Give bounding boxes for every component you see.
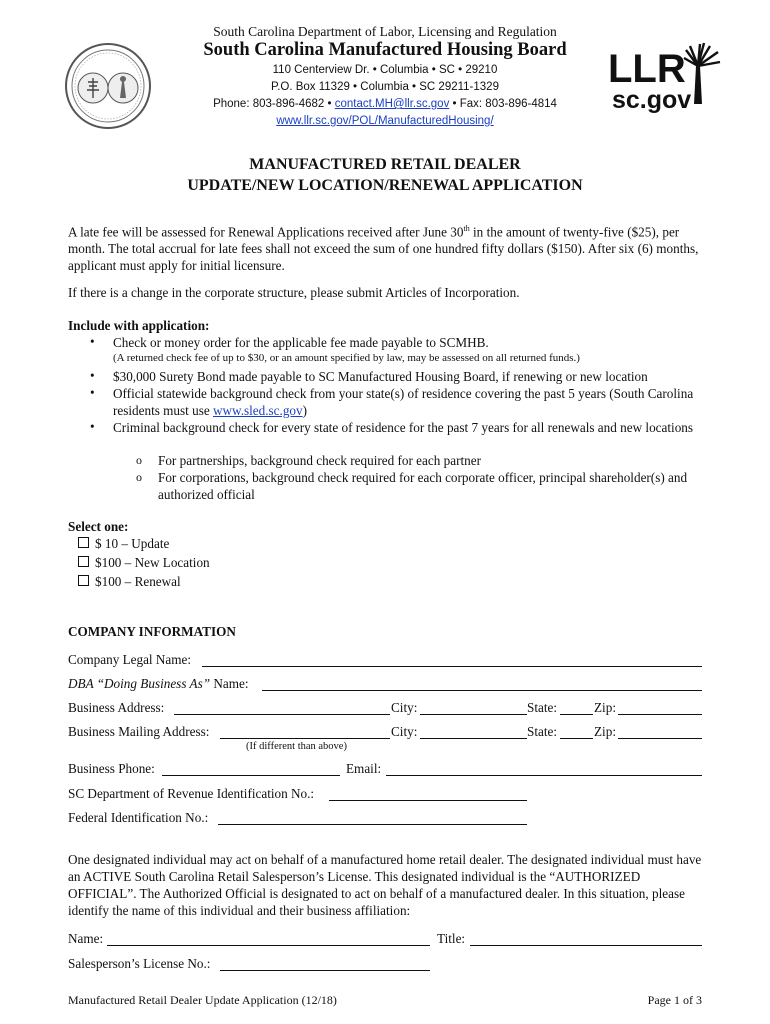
if-different-note: (If different than above) [246,741,347,752]
mailing-state-label: State: [527,724,558,739]
department-name: South Carolina Department of Labor, Licensing and Regulation [213,24,557,39]
include-item-background-check [113,385,713,419]
federal-id-field[interactable] [218,824,527,825]
po-box-address: P.O. Box 11329 • Columbia • SC 29211-1329 [271,81,499,93]
option-update-label: $ 10 – Update [95,536,170,551]
circle-bullet-1: o [136,453,142,467]
website-line [150,115,620,127]
include-item-surety-bond: $30,000 Surety Bond made payable to SC Manufactured Housing Board, if renewing or new location [113,369,648,384]
company-legal-name-label: Company Legal Name: [68,652,192,667]
corporations-check-note: For corporations, background check required for each corporate officer, principal shareholder(s) and authorized official [158,470,688,502]
business-zip-field[interactable] [618,714,702,715]
website-link[interactable]: www.llr.sc.gov/POL/ManufacturedHousing/ [276,115,494,127]
logo-scgov-text: sc.gov [612,86,692,114]
corporate-structure-note: If there is a change in the corporate structure, please submit Articles of Incorporation. [68,285,520,300]
bg-check-post: ) [302,403,308,418]
email-link[interactable]: contact.MH@llr.sc.gov [334,98,450,110]
mailing-city-field[interactable] [420,738,527,739]
circle-bullet-2: o [136,470,142,484]
business-address-field[interactable] [174,714,390,715]
footer-form-name: Manufactured Retail Dealer Update Application (12/18) [68,993,337,1007]
footer-page-number: Page 1 of 3 [647,993,702,1007]
email-label: Email: [346,761,382,776]
partnerships-check-note: For partnerships, background check required for each partner [158,453,481,468]
option-new-location-label: $100 – New Location [95,555,210,570]
mailing-zip-field[interactable] [618,738,702,739]
business-city-field[interactable] [420,714,527,715]
select-one-heading: Select one: [68,519,129,534]
option-update[interactable] [78,536,169,552]
street-address: 110 Centerview Dr. • Columbia • SC • 29210 [272,64,498,76]
name-field[interactable] [107,945,430,946]
sc-revenue-id-label: SC Department of Revenue Identification No.: [68,786,315,801]
include-heading: Include with application: [68,318,210,333]
business-city-label: City: [391,700,418,715]
late-fee-pre: A late fee will be assessed for Renewal Applications received after June 30 [68,224,464,240]
late-fee-paragraph [68,220,710,274]
late-fee-sup: th [463,224,470,233]
title-field[interactable] [470,945,702,946]
sled-link[interactable]: www.sled.sc.gov [213,403,303,418]
sc-state-seal [64,42,152,130]
salesperson-license-field[interactable] [220,970,430,971]
business-state-label: State: [527,700,558,715]
mailing-address-field[interactable] [220,738,390,739]
late-fee-post: in the amount of twenty-five ($25), per month. The total accrual for late fees shall not exceed the sum of one hundred fifty dollars ($150). After six (6) months, applicant must apply for initial licensure. [68,224,699,274]
mailing-zip-label: Zip: [594,724,616,739]
board-name: South Carolina Manufactured Housing Board [203,40,567,60]
dba-label-italic: DBA “Doing Business As” [68,676,211,691]
salesperson-license-label: Salesperson’s License No.: [68,956,211,971]
dba-name-field[interactable] [262,690,702,691]
include-item-fee: Check or money order for the applicable fee made payable to SCMHB. [113,335,489,350]
name-label: Name: [68,931,104,946]
federal-id-label: Federal Identification No.: [68,810,209,825]
logo-llr-text: LLR [608,47,686,91]
option-new-location[interactable] [78,555,210,571]
business-phone-label: Business Phone: [68,761,155,776]
checkbox-update[interactable] [78,537,89,548]
bg-check-pre: Official statewide background check from your state(s) of residence covering the past 5 years (South Carolina residents must use [113,386,694,418]
mailing-address-label: Business Mailing Address: [68,724,210,739]
company-info-heading: COMPANY INFORMATION [68,624,236,639]
form-title-line2: UPDATE/NEW LOCATION/RENEWAL APPLICATION [187,177,583,194]
checkbox-renewal[interactable] [78,575,89,586]
llr-scgov-logo [606,40,724,114]
business-address-label: Business Address: [68,700,165,715]
dba-label [68,676,248,692]
company-legal-name-field[interactable] [202,666,702,667]
mailing-state-field[interactable] [560,738,593,739]
dba-label-rest: Name: [210,676,249,691]
bullet-1: • [90,334,95,349]
form-title-line1: MANUFACTURED RETAIL DEALER [249,156,521,173]
phone-text: Phone: 803-896-4682 • [213,98,335,110]
sc-revenue-id-field[interactable] [329,800,527,801]
bullet-2: • [90,368,95,383]
mailing-city-label: City: [391,724,418,739]
bullet-3: • [90,385,95,400]
option-renewal[interactable] [78,574,181,590]
business-zip-label: Zip: [594,700,616,715]
fax-text: • Fax: 803-896-4814 [449,98,557,110]
business-state-field[interactable] [560,714,593,715]
title-label: Title: [437,931,466,946]
designated-individual-paragraph: One designated individual may act on behalf of a manufactured home retail dealer. The designated individual must have an ACTIVE South Carolina Retail Salesperson’s License. This designated individual is the “AUTHORIZED OFFICIAL”. The Authorized Official is designated to act on behalf of a manufactured dealer. In this situation, please identify the name of this individual and their business affiliation: [68,852,702,918]
option-renewal-label: $100 – Renewal [95,574,181,589]
bullet-4: • [90,419,95,434]
include-item-criminal-check: Criminal background check for every state of residence for the past 7 years for all renewals and new locations [113,420,694,435]
email-field[interactable] [386,775,702,776]
checkbox-new-location[interactable] [78,556,89,567]
contact-line [150,98,620,110]
business-phone-field[interactable] [162,775,340,776]
returned-check-note: (A returned check fee of up to $30, or an amount specified by law, may be assessed on all returned funds.) [113,352,580,364]
